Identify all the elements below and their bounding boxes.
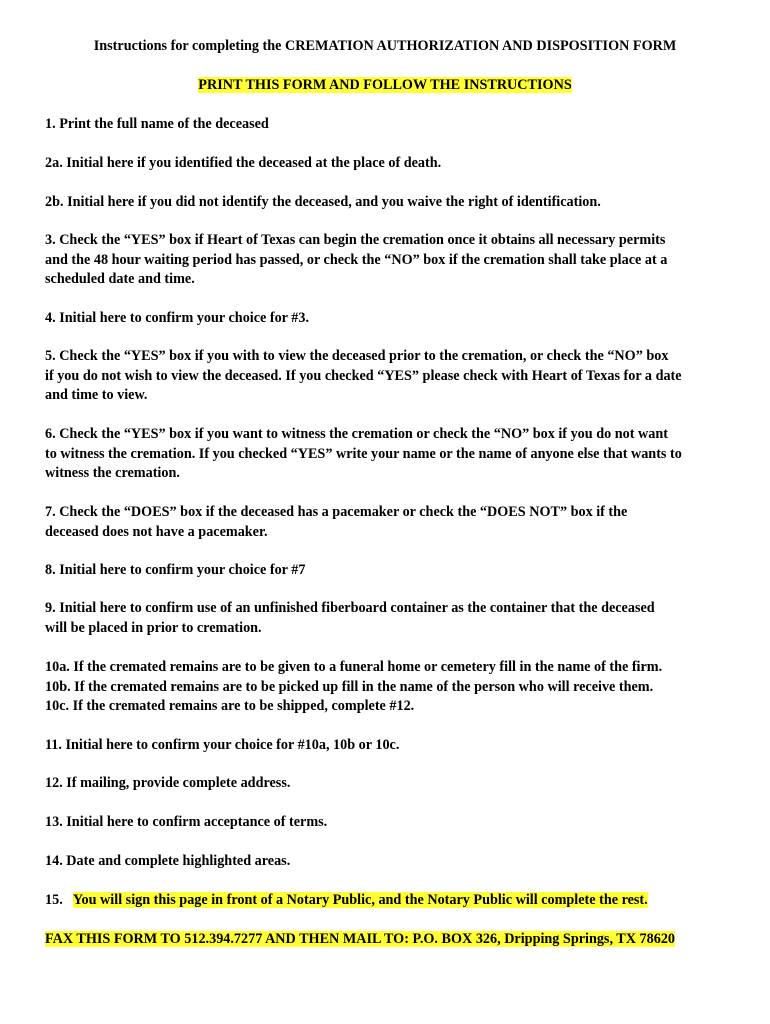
instruction-6-line: 6. Check the “YES” box if you want to witness the cremation or check the “NO” box if you do not want	[45, 426, 668, 442]
instruction-6	[45, 425, 735, 484]
instruction-10b: 10b. If the cremated remains are to be picked up fill in the name of the person who will receive them.	[45, 678, 654, 695]
instruction-7-line: 7. Check the “DOES” box if the deceased has a pacemaker or check the “DOES NOT” box if the	[45, 504, 628, 520]
instruction-3-line: and the 48 hour waiting period has passed, or check the “NO” box if the cremation shall take place at a	[45, 251, 668, 268]
instruction-3-line: scheduled date and time.	[45, 271, 195, 287]
instruction-5-line: 5. Check the “YES” box if you with to view the deceased prior to the cremation, or check the “NO” box	[45, 348, 669, 364]
instruction-5-line: if you do not wish to view the deceased. If you checked “YES” please check with Heart of Texas for a date	[45, 367, 682, 384]
fax-notice: FAX THIS FORM TO 512.394.7277 AND THEN MAIL TO: P.O. BOX 326, Dripping Springs, TX 78620	[45, 931, 676, 947]
instruction-12: 12. If mailing, provide complete address.	[45, 775, 291, 791]
instruction-6-line: to witness the cremation. If you checked “YES” write your name or the name of anyone else that wants to	[45, 445, 682, 462]
instruction-5	[45, 347, 735, 406]
instruction-8: 8. Initial here to confirm your choice for #7	[45, 562, 306, 578]
instruction-7-line: deceased does not have a pacemaker.	[45, 523, 268, 540]
instruction-10c: 10c. If the cremated remains are to be shipped, complete #12.	[45, 698, 415, 714]
instruction-10a: 10a. If the cremated remains are to be given to a funeral home or cemetery fill in the name of the firm.	[45, 659, 663, 675]
print-notice-line	[0, 76, 770, 95]
instruction-10	[45, 658, 735, 717]
instruction-6-line: witness the cremation.	[45, 465, 180, 481]
instruction-7	[45, 503, 735, 542]
instruction-9	[45, 599, 735, 638]
instruction-3	[45, 231, 735, 290]
instruction-13: 13. Initial here to confirm acceptance of terms.	[45, 814, 328, 830]
instruction-5-line: and time to view.	[45, 387, 148, 403]
instruction-2b: 2b. Initial here if you did not identify the deceased, and you waive the right of identification.	[45, 194, 601, 210]
page-title: Instructions for completing the CREMATION AUTHORIZATION AND DISPOSITION FORM	[93, 38, 677, 54]
instruction-2a: 2a. Initial here if you identified the deceased at the place of death.	[45, 155, 442, 171]
instruction-14: 14. Date and complete highlighted areas.	[45, 853, 291, 869]
instruction-1: 1. Print the full name of the deceased	[45, 116, 269, 132]
instruction-4: 4. Initial here to confirm your choice for #3.	[45, 310, 310, 326]
instruction-9-line: 9. Initial here to confirm use of an unfinished fiberboard container as the container that the deceased	[45, 600, 655, 616]
instruction-15-number: 15.	[45, 892, 63, 908]
print-notice: PRINT THIS FORM AND FOLLOW THE INSTRUCTIONS	[198, 77, 572, 93]
fax-notice-line	[45, 930, 735, 950]
instruction-15	[45, 891, 735, 911]
instruction-9-line: will be placed in prior to cremation.	[45, 619, 262, 636]
instruction-15-highlighted-text: You will sign this page in front of a Notary Public, and the Notary Public will complete the rest.	[72, 892, 648, 908]
instruction-3-line: 3. Check the “YES” box if Heart of Texas can begin the cremation once it obtains all necessary permits	[45, 232, 666, 248]
instruction-11: 11. Initial here to confirm your choice for #10a, 10b or 10c.	[45, 737, 400, 753]
